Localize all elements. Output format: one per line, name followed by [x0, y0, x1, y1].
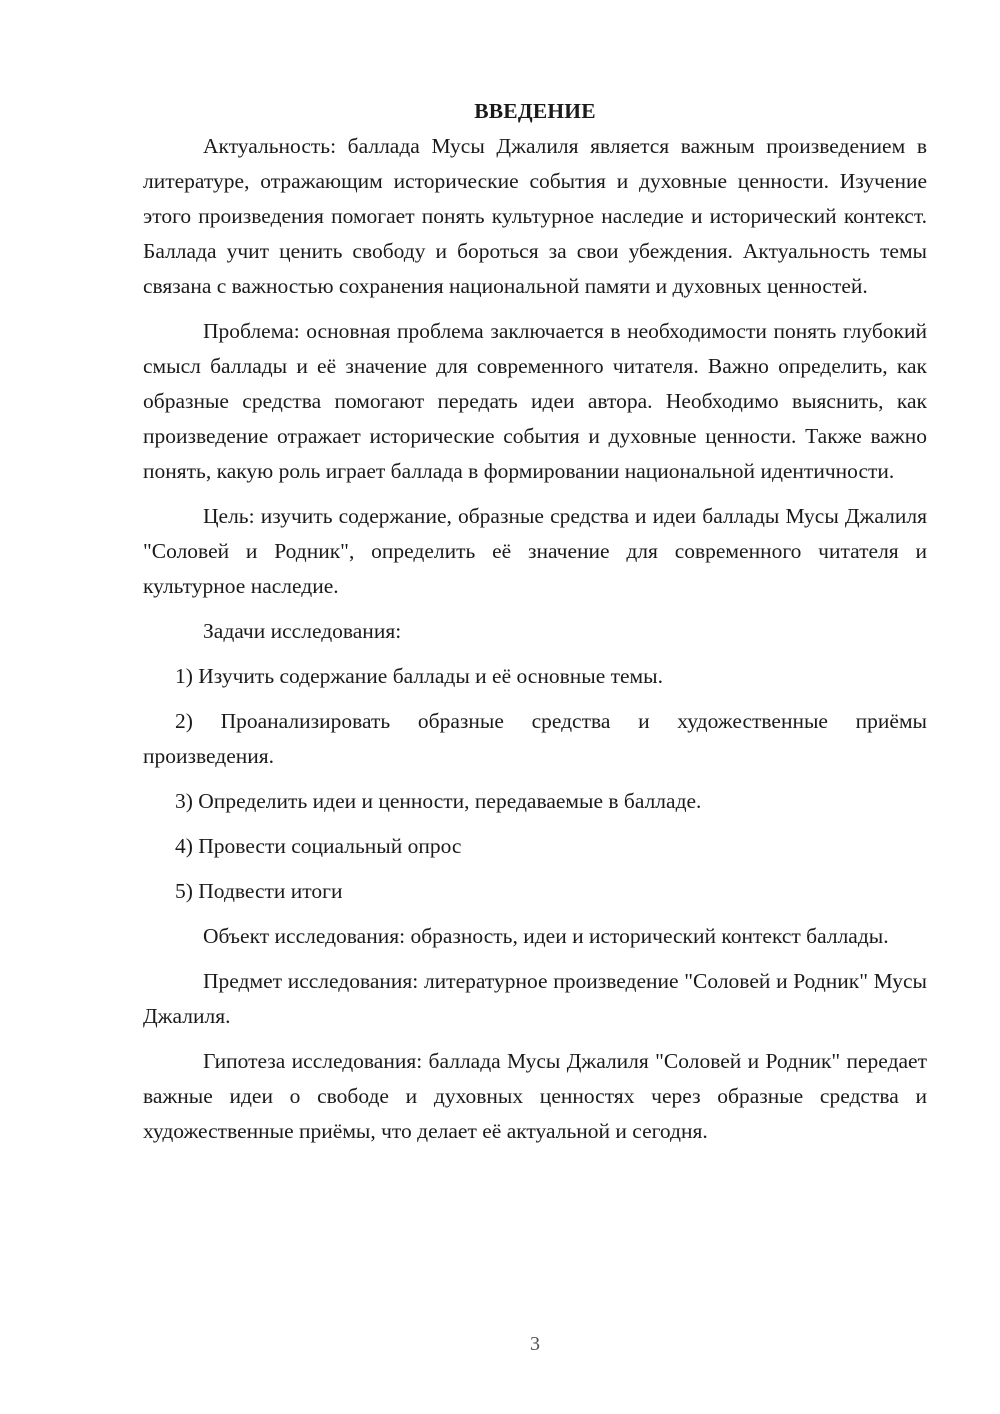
document-page — [143, 94, 927, 1159]
page-number: 3 — [530, 1333, 540, 1355]
list-item: 5) Подвести итоги — [175, 879, 343, 903]
list-item: 2) Проанализировать образные средства и художественные приёмы произведения. — [143, 709, 927, 768]
problem-paragraph: Проблема: основная проблема заключается в необходимости понять глубокий смысл баллады и её значение для современного читателя. Важно определить, как образные средства помогают передать идеи автора. Необходимо выяснить, как произведение отражает исторические события и духовные ценности. Также важно понять, какую роль играет баллада в формировании национальной идентичности. — [143, 319, 927, 483]
page-heading: ВВЕДЕНИЕ — [474, 99, 596, 123]
subject-paragraph: Предмет исследования: литературное произведение "Соловей и Родник" Мусы Джалиля. — [143, 969, 927, 1028]
list-item: 1) Изучить содержание баллады и её основные темы. — [175, 664, 663, 688]
relevance-paragraph: Актуальность: баллада Мусы Джалиля является важным произведением в литературе, отражающим исторические события и духовные ценности. Изучение этого произведения помогает понять культурное наследие и исторический контекст. Баллада учит ценить свободу и бороться за свои убеждения. Актуальность темы связана с важностью сохранения национальной памяти и духовных ценностей. — [143, 134, 927, 298]
tasks-title: Задачи исследования: — [203, 619, 402, 643]
goal-paragraph: Цель: изучить содержание, образные средства и идеи баллады Мусы Джалиля "Соловей и Родник", определить её значение для современного читателя и культурное наследие. — [143, 504, 927, 598]
hypothesis-paragraph: Гипотеза исследования: баллада Мусы Джалиля "Соловей и Родник" передает важные идеи о свободе и духовных ценностях через образные средства и художественные приёмы, что делает её актуальной и сегодня. — [143, 1049, 927, 1143]
list-item: 3) Определить идеи и ценности, передаваемые в балладе. — [175, 789, 702, 813]
list-item: 4) Провести социальный опрос — [175, 834, 462, 858]
tasks-list — [143, 659, 927, 909]
object-paragraph: Объект исследования: образность, идеи и исторический контекст баллады. — [203, 924, 889, 948]
